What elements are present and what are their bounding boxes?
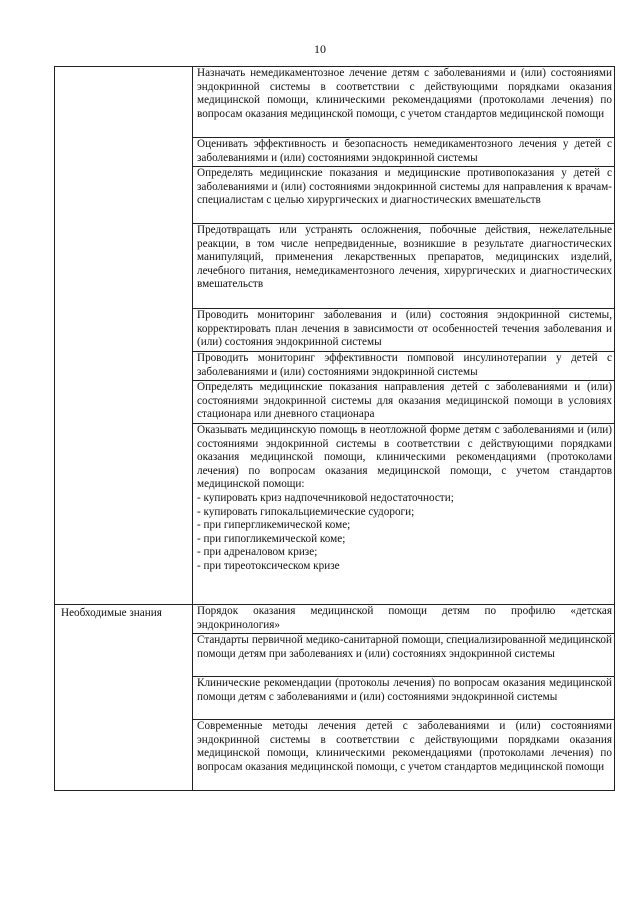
table-cell bbox=[193, 224, 615, 309]
table-cell bbox=[193, 352, 615, 381]
table-row bbox=[55, 67, 615, 138]
requirements-table bbox=[54, 66, 615, 791]
section-label-knowledge: Необходимые знания bbox=[55, 605, 193, 791]
table-cell bbox=[193, 67, 615, 138]
table-cell bbox=[193, 634, 615, 677]
skill-item: Назначать немедикаментозное лечение детям с заболеваниями и (или) состояниями эндокринной системы в соответствии с действующими порядками оказания медицинской помощи, клиническими рекомендациями (протоколами лечения) по вопросам оказания медицинской помощи, с учетом стандартов медицинской помощи bbox=[197, 67, 612, 120]
emergency-bullet: - купировать криз надпочечниковой недостаточности; bbox=[197, 491, 454, 504]
table-cell bbox=[193, 424, 615, 605]
skill-item: Проводить мониторинг заболевания и (или) состояния эндокринной системы, корректировать план лечения в зависимости от особенностей течения заболевания и (или) состояния эндокринной системы bbox=[197, 309, 612, 349]
emergency-care-item bbox=[193, 424, 614, 574]
table-row bbox=[55, 605, 615, 634]
emergency-bullet: - при гипергликемической коме; bbox=[197, 519, 351, 532]
knowledge-item: Современные методы лечения детей с заболеваниями и (или) состояниями эндокринной системы в соответствии с действующими порядками оказания медицинской помощи, клиническими рекомендациями (протоколами лечения) по вопросам оказания медицинской помощи, с учетом стандартов медицинской помощи bbox=[197, 720, 612, 773]
emergency-bullet: - при тиреотоксическом кризе bbox=[197, 559, 340, 572]
skill-item: Определять медицинские показания и медицинские противопоказания у детей с заболеваниями и (или) состояниями эндокринной системы для направления к врачам-специалистам с целью хирургических и диагностических вмешательств bbox=[197, 167, 612, 207]
table-cell bbox=[193, 381, 615, 424]
table-cell bbox=[193, 138, 615, 167]
skill-item: Оценивать эффективность и безопасность немедикаментозного лечения у детей с заболеваниями и (или) состояниями эндокринной системы bbox=[197, 138, 612, 164]
section-label-skills bbox=[55, 67, 193, 605]
emergency-bullet: - при гипогликемической коме; bbox=[197, 532, 346, 545]
table-cell bbox=[193, 720, 615, 791]
emergency-intro: Оказывать медицинскую помощь в неотложной форме детям с заболеваниями и (или) состояниями эндокринной системы в соответствии с действующими порядками оказания медицинской помощи, клиническими рекомендациями (протоколами лечения) по вопросам оказания медицинской помощи, с учетом стандартов медицинской помощи: bbox=[197, 424, 612, 491]
knowledge-item: Клинические рекомендации (протоколы лечения) по вопросам оказания медицинской помощи детям с заболеваниями и (или) состояниями эндокринной системы bbox=[197, 677, 612, 703]
table-cell bbox=[193, 605, 615, 634]
table-cell bbox=[193, 167, 615, 224]
skill-item: Проводить мониторинг эффективности помповой инсулинотерапии у детей с заболеваниями и (или) состояниями эндокринной системы bbox=[197, 352, 612, 378]
table-cell bbox=[193, 677, 615, 720]
page-number: 10 bbox=[314, 42, 326, 56]
knowledge-item: Порядок оказания медицинской помощи детям по профилю «детская эндокринология» bbox=[197, 605, 612, 631]
skill-item: Предотвращать или устранять осложнения, побочные действия, нежелательные реакции, в том числе непредвиденные, возникшие в результате диагностических манипуляций, применения лекарственных препаратов, медицинских изделий, лечебного питания, немедикаментозного лечения, хирургических и диагностических вмешательств bbox=[197, 224, 612, 291]
emergency-bullet: - при адреналовом кризе; bbox=[197, 546, 318, 559]
knowledge-item: Стандарты первичной медико-санитарной помощи, специализированной медицинской помощи детям при заболеваниях и (или) состояниях эндокринной системы bbox=[197, 634, 612, 660]
table-cell bbox=[193, 309, 615, 352]
emergency-bullet: - купировать гипокальциемические судороги; bbox=[197, 505, 415, 518]
skill-item: Определять медицинские показания направления детей с заболеваниями и (или) состояниями эндокринной системы для оказания медицинской помощи в условиях стационара или дневного стационара bbox=[197, 381, 612, 421]
